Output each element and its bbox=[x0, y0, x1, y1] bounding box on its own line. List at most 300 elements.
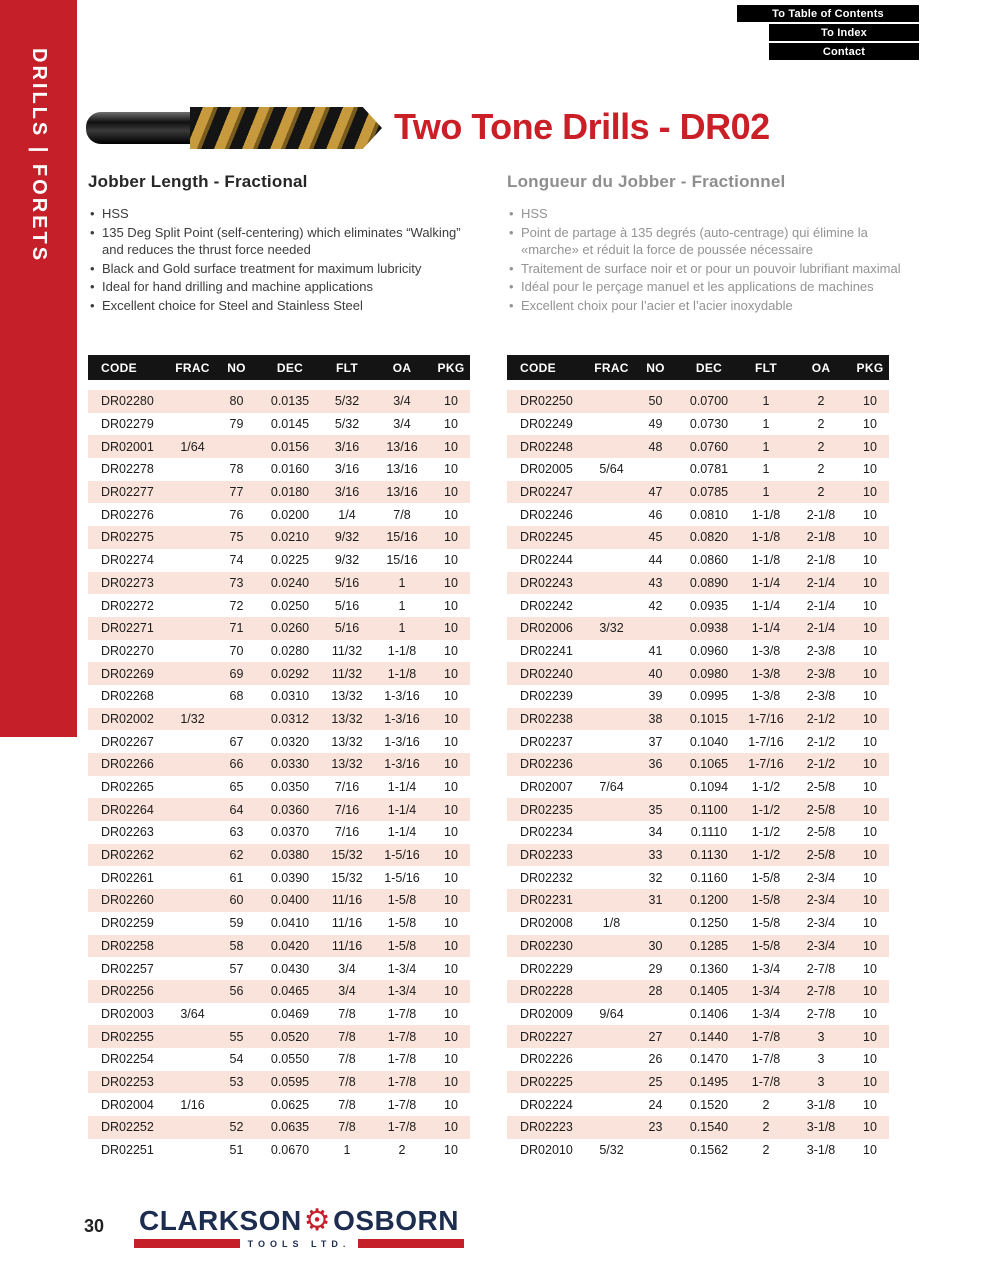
table-cell: 0.1406 bbox=[689, 1006, 729, 1021]
section-heading-french: Longueur du Jobber - Fractionnel bbox=[507, 172, 786, 191]
table-row bbox=[88, 708, 470, 731]
table-cell: 1-7/8 bbox=[387, 1120, 417, 1135]
table-cell: 7/8 bbox=[338, 1006, 356, 1021]
table-cell: 1-1/8 bbox=[387, 643, 417, 658]
table-cell: 0.0292 bbox=[270, 666, 310, 681]
table-cell: 10 bbox=[444, 802, 458, 817]
column-header: FRAC bbox=[594, 360, 629, 375]
table-cell: 13/32 bbox=[331, 689, 363, 704]
table-cell: 0.1440 bbox=[689, 1029, 729, 1044]
table-cell: DR02246 bbox=[520, 507, 573, 522]
table-row bbox=[507, 889, 889, 912]
table-cell: DR02232 bbox=[520, 870, 573, 885]
table-cell: DR02272 bbox=[101, 598, 154, 613]
feature-bullet: • Excellent choice for Steel and Stainless Steel bbox=[88, 297, 480, 315]
table-cell: 10 bbox=[863, 802, 877, 817]
table-cell: 0.1360 bbox=[689, 961, 729, 976]
table-row bbox=[88, 481, 470, 504]
table-cell: 1-1/8 bbox=[751, 530, 781, 545]
feature-bullet: • Traitement de surface noir et or pour un pouvoir lubrifiant maximal bbox=[507, 260, 909, 278]
table-cell: 10 bbox=[863, 984, 877, 999]
table-cell: 1-7/16 bbox=[748, 734, 784, 749]
table-cell: 10 bbox=[863, 825, 877, 840]
table-cell: 0.0156 bbox=[270, 439, 310, 454]
table-cell: 0.0350 bbox=[270, 780, 310, 795]
table-cell: 0.1540 bbox=[689, 1120, 729, 1135]
table-cell: 0.0670 bbox=[270, 1143, 310, 1158]
table-cell: DR02251 bbox=[101, 1143, 154, 1158]
table-cell: 1 bbox=[762, 462, 770, 477]
drill-shank bbox=[86, 112, 192, 144]
table-cell: DR02262 bbox=[101, 848, 154, 863]
table-cell: DR02008 bbox=[520, 916, 573, 931]
table-row bbox=[88, 957, 470, 980]
table-cell: 0.0380 bbox=[270, 848, 310, 863]
table-row bbox=[507, 866, 889, 889]
table-cell: 1-7/8 bbox=[387, 1097, 417, 1112]
table-cell: 2-1/2 bbox=[806, 734, 836, 749]
table-cell: 10 bbox=[863, 553, 877, 568]
section-english bbox=[88, 172, 480, 315]
table-cell: 41 bbox=[648, 643, 663, 658]
table-row bbox=[507, 549, 889, 572]
table-cell: DR02269 bbox=[101, 666, 154, 681]
table-cell: 7/16 bbox=[334, 825, 360, 840]
table-cell: 10 bbox=[444, 1074, 458, 1089]
table-row bbox=[88, 1071, 470, 1094]
table-cell: 40 bbox=[648, 666, 663, 681]
table-cell: 77 bbox=[229, 485, 244, 500]
table-cell: 1-7/8 bbox=[387, 1006, 417, 1021]
table-cell: 2 bbox=[817, 485, 825, 500]
table-cell: 15/16 bbox=[386, 530, 418, 545]
table-cell: 10 bbox=[863, 394, 877, 409]
table-cell: DR02227 bbox=[520, 1029, 573, 1044]
table-cell: 67 bbox=[229, 734, 244, 749]
table-cell: 0.0400 bbox=[270, 893, 310, 908]
table-cell: 11/32 bbox=[331, 666, 363, 681]
table-row bbox=[507, 798, 889, 821]
table-cell: 3/32 bbox=[599, 621, 624, 636]
table-cell: 0.1470 bbox=[689, 1052, 729, 1067]
table-cell: 1-5/8 bbox=[387, 916, 417, 931]
table-row bbox=[507, 912, 889, 935]
column-header: PKG bbox=[437, 360, 465, 375]
table-cell: 80 bbox=[229, 394, 244, 409]
table-cell: 1/16 bbox=[180, 1097, 205, 1112]
table-cell: 0.0260 bbox=[270, 621, 310, 636]
table-cell: DR02276 bbox=[101, 507, 154, 522]
table-row bbox=[507, 1003, 889, 1026]
table-cell: 1 bbox=[762, 485, 770, 500]
table-cell: 1-5/16 bbox=[384, 870, 420, 885]
table-cell: 10 bbox=[444, 1029, 458, 1044]
table-cell: 5/16 bbox=[334, 598, 360, 613]
table-cell: 2 bbox=[762, 1097, 770, 1112]
feature-list-french bbox=[507, 205, 909, 314]
logo-red-bar-right bbox=[358, 1239, 464, 1248]
table-cell: 10 bbox=[444, 1120, 458, 1135]
table-cell: 11/16 bbox=[331, 916, 363, 931]
table-cell: DR02233 bbox=[520, 848, 573, 863]
table-cell: 13/32 bbox=[331, 711, 363, 726]
table-cell: 0.0635 bbox=[270, 1120, 310, 1135]
table-cell: 52 bbox=[229, 1120, 244, 1135]
table-cell: 10 bbox=[863, 734, 877, 749]
drill-product-photo bbox=[86, 96, 382, 160]
table-cell: 2-3/4 bbox=[806, 938, 836, 953]
table-cell: 1/4 bbox=[338, 507, 356, 522]
table-cell: 1-1/4 bbox=[387, 802, 417, 817]
table-cell: 74 bbox=[229, 553, 244, 568]
table-cell: 62 bbox=[229, 848, 244, 863]
table-cell: 10 bbox=[863, 417, 877, 432]
table-cell: 15/16 bbox=[386, 553, 418, 568]
table-cell: DR02270 bbox=[101, 643, 154, 658]
table-cell: 2-5/8 bbox=[806, 780, 836, 795]
table-cell: 0.0420 bbox=[270, 938, 310, 953]
table-row bbox=[88, 640, 470, 663]
table-cell: 10 bbox=[444, 485, 458, 500]
table-cell: 55 bbox=[229, 1029, 244, 1044]
table-row bbox=[88, 390, 470, 413]
brand-logo bbox=[134, 1206, 464, 1249]
table-row bbox=[507, 1048, 889, 1071]
table-cell: 1-1/4 bbox=[751, 575, 781, 590]
table-cell: 1-3/4 bbox=[387, 961, 417, 976]
table-cell: 2-7/8 bbox=[806, 961, 836, 976]
table-row bbox=[88, 458, 470, 481]
table-cell: 3-1/8 bbox=[806, 1097, 836, 1112]
table-cell: 11/16 bbox=[331, 893, 363, 908]
table-cell: 13/32 bbox=[331, 734, 363, 749]
table-cell: 2-3/8 bbox=[806, 643, 836, 658]
table-cell: 0.0810 bbox=[689, 507, 729, 522]
table-cell: 1-7/8 bbox=[751, 1074, 781, 1089]
table-cell: 0.0550 bbox=[270, 1052, 310, 1067]
table-cell: 0.1130 bbox=[690, 848, 728, 863]
table-cell: 48 bbox=[648, 439, 663, 454]
table-cell: 1-1/8 bbox=[751, 507, 781, 522]
table-cell: 69 bbox=[229, 666, 244, 681]
table-cell: 0.1110 bbox=[690, 825, 728, 840]
drill-flutes bbox=[190, 107, 382, 149]
table-row bbox=[88, 503, 470, 526]
table-cell: 10 bbox=[863, 1097, 877, 1112]
table-cell: 2-3/4 bbox=[806, 870, 836, 885]
table-cell: 37 bbox=[648, 734, 663, 749]
table-cell: DR02257 bbox=[101, 961, 154, 976]
table-cell: 0.1250 bbox=[689, 916, 729, 931]
table-cell: 15/32 bbox=[331, 848, 363, 863]
column-header: OA bbox=[811, 360, 831, 375]
table-cell: 10 bbox=[444, 916, 458, 931]
table-cell: DR02223 bbox=[520, 1120, 573, 1135]
table-cell: DR02238 bbox=[520, 711, 573, 726]
table-cell: 68 bbox=[229, 689, 244, 704]
table-cell: 0.0520 bbox=[270, 1029, 310, 1044]
table-cell: 10 bbox=[444, 530, 458, 545]
feature-bullet: • HSS bbox=[507, 205, 909, 223]
table-cell: 1-1/4 bbox=[387, 825, 417, 840]
table-cell: 10 bbox=[863, 507, 877, 522]
table-row bbox=[88, 572, 470, 595]
nav-link-table-of-contents[interactable]: To Table of Contents bbox=[737, 5, 919, 22]
table-cell: 10 bbox=[444, 734, 458, 749]
column-header: FRAC bbox=[175, 360, 210, 375]
table-cell: 10 bbox=[444, 938, 458, 953]
table-cell: 1-5/8 bbox=[387, 893, 417, 908]
table-cell: 1-5/8 bbox=[751, 916, 781, 931]
table-cell: 1-1/8 bbox=[751, 553, 781, 568]
table-cell: DR02237 bbox=[520, 734, 573, 749]
drill-table-left bbox=[88, 355, 470, 1161]
table-cell: 1-3/8 bbox=[751, 643, 781, 658]
table-cell: 46 bbox=[648, 507, 663, 522]
table-cell: 2-5/8 bbox=[806, 802, 836, 817]
table-cell: 0.0625 bbox=[270, 1097, 310, 1112]
table-cell: 10 bbox=[444, 961, 458, 976]
brand-logo-main bbox=[134, 1206, 464, 1237]
table-cell: 10 bbox=[444, 893, 458, 908]
table-cell: 1-7/16 bbox=[748, 711, 784, 726]
table-cell: DR02243 bbox=[520, 575, 573, 590]
sidebar-tab bbox=[0, 0, 77, 737]
table-cell: 10 bbox=[863, 1143, 877, 1158]
table-cell: 2 bbox=[817, 439, 825, 454]
table-cell: 10 bbox=[863, 1052, 877, 1067]
table-row bbox=[88, 1093, 470, 1116]
table-row bbox=[507, 390, 889, 413]
nav-link-contact[interactable]: Contact bbox=[769, 43, 919, 60]
table-cell: 1 bbox=[343, 1143, 351, 1158]
table-cell: 0.0180 bbox=[270, 485, 310, 500]
table-cell: DR02255 bbox=[101, 1029, 154, 1044]
table-cell: 31 bbox=[648, 893, 663, 908]
table-cell: 2 bbox=[817, 417, 825, 432]
table-cell: 10 bbox=[444, 417, 458, 432]
table-cell: DR02274 bbox=[101, 553, 154, 568]
table-cell: DR02003 bbox=[101, 1006, 154, 1021]
table-cell: 2-1/8 bbox=[806, 553, 836, 568]
table-cell: 1 bbox=[762, 417, 770, 432]
table-cell: 1-1/4 bbox=[387, 780, 417, 795]
table-cell: 1-1/2 bbox=[751, 825, 781, 840]
table-cell: DR02266 bbox=[101, 757, 154, 772]
section-heading-english: Jobber Length - Fractional bbox=[88, 172, 308, 191]
table-cell: DR02226 bbox=[520, 1052, 573, 1067]
table-cell: 27 bbox=[648, 1029, 663, 1044]
table-cell: 3/4 bbox=[393, 394, 411, 409]
table-cell: 10 bbox=[863, 711, 877, 726]
table-cell: 10 bbox=[863, 893, 877, 908]
feature-bullet: • Black and Gold surface treatment for maximum lubricity bbox=[88, 260, 480, 278]
drill-table-right bbox=[507, 355, 889, 1161]
gear-icon: ⚙ bbox=[303, 1204, 332, 1238]
table-body-left bbox=[88, 390, 470, 1161]
table-cell: 66 bbox=[229, 757, 244, 772]
table-row bbox=[507, 730, 889, 753]
table-cell: DR02240 bbox=[520, 666, 573, 681]
table-cell: 13/16 bbox=[386, 439, 418, 454]
table-row bbox=[507, 935, 889, 958]
table-cell: 53 bbox=[229, 1074, 244, 1089]
table-cell: DR02254 bbox=[101, 1052, 154, 1067]
table-cell: 3/4 bbox=[338, 984, 356, 999]
table-row bbox=[88, 866, 470, 889]
feature-bullet: • Idéal pour le perçage manuel et les applications de machines bbox=[507, 278, 909, 296]
column-header: FLT bbox=[755, 360, 777, 375]
table-cell: 3-1/8 bbox=[806, 1120, 836, 1135]
table-row bbox=[507, 617, 889, 640]
nav-link-index[interactable]: To Index bbox=[769, 24, 919, 41]
table-cell: 0.0310 bbox=[270, 689, 310, 704]
table-cell: 49 bbox=[648, 417, 663, 432]
table-cell: 2-3/4 bbox=[806, 893, 836, 908]
table-cell: 7/8 bbox=[338, 1097, 356, 1112]
table-row bbox=[88, 1003, 470, 1026]
table-cell: 10 bbox=[444, 507, 458, 522]
table-row bbox=[88, 413, 470, 436]
table-cell: DR02280 bbox=[101, 394, 154, 409]
table-cell: 10 bbox=[444, 780, 458, 795]
table-cell: 0.0730 bbox=[689, 417, 729, 432]
table-row bbox=[88, 753, 470, 776]
table-cell: 1-5/16 bbox=[384, 848, 420, 863]
table-cell: 2-7/8 bbox=[806, 984, 836, 999]
column-header: DEC bbox=[276, 360, 304, 375]
table-cell: 7/8 bbox=[338, 1120, 356, 1135]
table-cell: 2 bbox=[817, 462, 825, 477]
table-cell: 10 bbox=[444, 439, 458, 454]
table-cell: 2-1/4 bbox=[806, 621, 836, 636]
logo-subtitle: TOOLS LTD. bbox=[247, 1238, 351, 1249]
table-row bbox=[507, 458, 889, 481]
column-header: PKG bbox=[856, 360, 884, 375]
table-cell: 28 bbox=[648, 984, 663, 999]
table-cell: 10 bbox=[863, 1120, 877, 1135]
table-cell: 10 bbox=[444, 553, 458, 568]
table-cell: 57 bbox=[229, 961, 244, 976]
table-cell: DR02256 bbox=[101, 984, 154, 999]
table-cell: 35 bbox=[648, 802, 663, 817]
table-cell: 10 bbox=[863, 598, 877, 613]
page-title: Two Tone Drills - DR02 bbox=[394, 106, 770, 147]
table-cell: 1-3/8 bbox=[751, 689, 781, 704]
table-cell: DR02235 bbox=[520, 802, 573, 817]
table-row bbox=[88, 617, 470, 640]
table-cell: 9/32 bbox=[334, 553, 360, 568]
table-cell: 10 bbox=[863, 643, 877, 658]
table-cell: 0.1094 bbox=[689, 780, 729, 795]
table-cell: 10 bbox=[444, 711, 458, 726]
table-cell: 15/32 bbox=[331, 870, 363, 885]
table-cell: 10 bbox=[444, 870, 458, 885]
table-cell: DR02259 bbox=[101, 916, 154, 931]
column-header: NO bbox=[227, 360, 246, 375]
table-cell: 10 bbox=[863, 462, 877, 477]
column-header: FLT bbox=[336, 360, 358, 375]
table-cell: 0.0938 bbox=[689, 621, 729, 636]
table-cell: 0.1100 bbox=[690, 802, 728, 817]
table-row bbox=[88, 594, 470, 617]
section-french bbox=[507, 172, 909, 315]
table-cell: DR02002 bbox=[101, 711, 154, 726]
table-row bbox=[507, 753, 889, 776]
table-cell: DR02267 bbox=[101, 734, 154, 749]
table-cell: 0.1200 bbox=[689, 893, 729, 908]
table-cell: 10 bbox=[863, 938, 877, 953]
table-cell: 2-1/8 bbox=[806, 507, 836, 522]
table-cell: 0.0370 bbox=[270, 825, 310, 840]
table-row bbox=[88, 912, 470, 935]
table-cell: 1-5/8 bbox=[751, 938, 781, 953]
table-cell: 30 bbox=[648, 938, 663, 953]
table-cell: 1-7/8 bbox=[387, 1074, 417, 1089]
table-cell: 78 bbox=[229, 462, 244, 477]
table-cell: 10 bbox=[863, 530, 877, 545]
table-cell: 2-1/4 bbox=[806, 575, 836, 590]
table-cell: DR02245 bbox=[520, 530, 573, 545]
table-cell: DR02242 bbox=[520, 598, 573, 613]
table-row bbox=[88, 1048, 470, 1071]
table-row bbox=[507, 1093, 889, 1116]
table-cell: 3 bbox=[817, 1029, 825, 1044]
table-cell: 10 bbox=[444, 666, 458, 681]
table-cell: 0.0890 bbox=[689, 575, 729, 590]
table-cell: 7/8 bbox=[338, 1074, 356, 1089]
table-header-right bbox=[507, 355, 889, 380]
table-cell: 10 bbox=[444, 1097, 458, 1112]
table-row bbox=[507, 1116, 889, 1139]
table-cell: DR02253 bbox=[101, 1074, 154, 1089]
table-cell: DR02248 bbox=[520, 439, 573, 454]
table-cell: 25 bbox=[648, 1074, 663, 1089]
table-cell: 1-5/8 bbox=[387, 938, 417, 953]
column-header: OA bbox=[392, 360, 412, 375]
table-row bbox=[507, 980, 889, 1003]
table-row bbox=[507, 572, 889, 595]
table-cell: 1-1/2 bbox=[751, 802, 781, 817]
table-cell: 61 bbox=[229, 870, 244, 885]
table-cell: 2 bbox=[398, 1143, 406, 1158]
table-cell: DR02268 bbox=[101, 689, 154, 704]
table-cell: 0.0980 bbox=[689, 666, 729, 681]
table-cell: 1-7/8 bbox=[387, 1052, 417, 1067]
table-cell: 1-1/8 bbox=[387, 666, 417, 681]
table-row bbox=[88, 526, 470, 549]
table-cell: DR02004 bbox=[101, 1097, 154, 1112]
column-header: DEC bbox=[695, 360, 723, 375]
table-cell: 0.0390 bbox=[270, 870, 310, 885]
page-number: 30 bbox=[84, 1216, 105, 1236]
table-row bbox=[88, 889, 470, 912]
table-row bbox=[507, 708, 889, 731]
table-cell: 10 bbox=[863, 1006, 877, 1021]
table-cell: 2-5/8 bbox=[806, 848, 836, 863]
table-cell: 56 bbox=[229, 984, 244, 999]
table-cell: 2-1/4 bbox=[806, 598, 836, 613]
table-cell: 10 bbox=[863, 575, 877, 590]
table-cell: 63 bbox=[229, 825, 244, 840]
table-cell: 0.1285 bbox=[689, 938, 729, 953]
table-cell: 13/16 bbox=[386, 462, 418, 477]
table-row bbox=[507, 776, 889, 799]
table-cell: 0.1520 bbox=[689, 1097, 729, 1112]
table-cell: 10 bbox=[444, 1143, 458, 1158]
table-cell: DR02252 bbox=[101, 1120, 154, 1135]
table-cell: 39 bbox=[648, 689, 663, 704]
